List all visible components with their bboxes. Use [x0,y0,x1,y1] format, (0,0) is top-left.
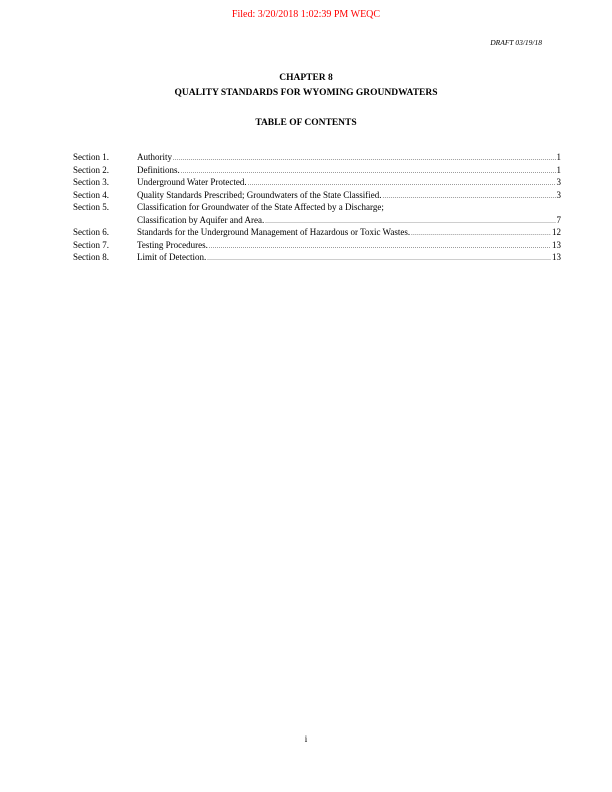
toc-section-title: Quality Standards Prescribed; Groundwaters of the State Classified. [137,189,382,200]
toc-page-number: 13 [552,239,561,250]
toc-section-number: Section 7. [73,239,109,250]
toc-page-number: 7 [556,214,561,225]
page-number-footer: i [304,734,308,744]
toc-section-title-line-1: Classification for Groundwater of the State Affected by a Discharge; [137,202,384,212]
toc-section-title: Limit of Detection. [137,252,207,262]
toc-section-number: Section 6. [73,227,109,237]
toc-section-number: Section 8. [73,252,109,262]
toc-entry-8[interactable] [73,251,561,264]
toc-entry-2[interactable] [73,164,561,177]
toc-heading: TABLE OF CONTENTS [255,118,357,128]
toc-section-number: Section 3. [73,177,109,187]
chapter-title: QUALITY STANDARDS FOR WYOMING GROUNDWATERS [174,88,438,98]
toc-section-number: Section 1. [73,152,109,162]
toc-section-number: Section 2. [73,164,109,175]
toc-entry-6[interactable] [73,226,561,239]
toc-section-title: Underground Water Protected. [137,177,247,187]
toc-page-number: 3 [556,189,561,200]
toc-page-number: 1 [556,152,561,162]
toc-entry-4[interactable] [73,189,561,202]
toc-section-title: Testing Procedures. [137,239,208,250]
toc-page-number: 13 [552,252,561,262]
toc-section-number: Section 5. [73,202,109,212]
table-of-contents [73,151,561,264]
chapter-heading: CHAPTER 8 [279,73,333,83]
toc-entry-3[interactable] [73,176,561,189]
toc-entry-7[interactable] [73,239,561,252]
toc-section-title: Classification by Aquifer and Area. [137,214,265,225]
dot-leader [207,253,551,266]
toc-section-title: Standards for the Underground Management of Hazardous or Toxic Wastes. [137,227,411,237]
toc-entry-5-line-2[interactable] [73,214,561,227]
toc-page-number: 1 [556,164,561,175]
toc-page-number: 3 [556,177,561,187]
toc-page-number: 12 [552,227,561,237]
toc-section-number: Section 4. [73,189,109,200]
toc-section-title: Definitions. [137,164,180,175]
toc-entry-1[interactable] [73,151,561,164]
filed-stamp: Filed: 3/20/2018 1:02:39 PM WEQC [231,9,381,20]
draft-label: DRAFT 03/19/18 [490,38,542,47]
toc-section-title: Authority [137,152,172,162]
toc-entry-5-line-1[interactable] [73,201,561,214]
